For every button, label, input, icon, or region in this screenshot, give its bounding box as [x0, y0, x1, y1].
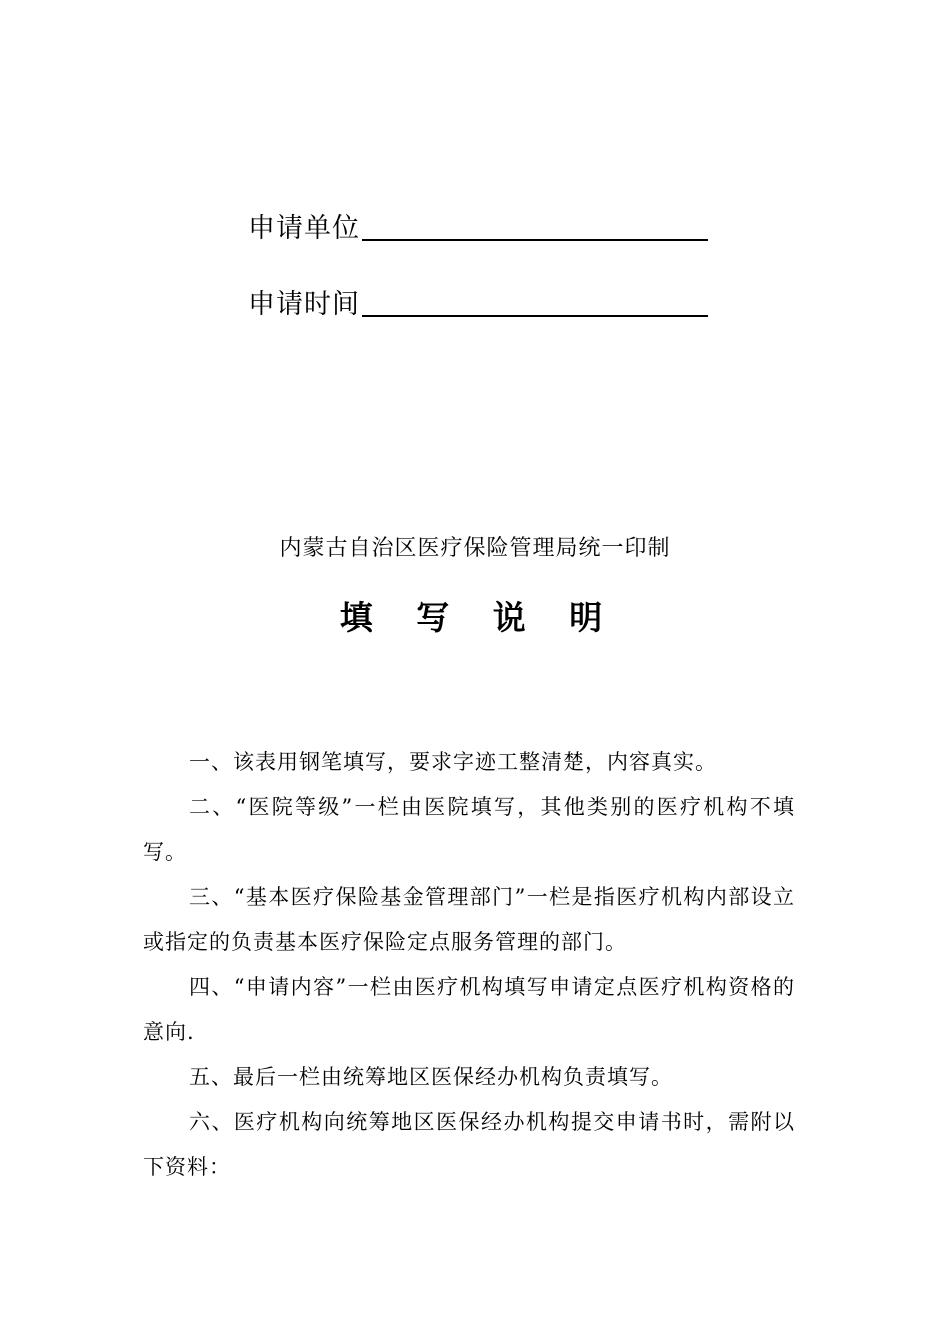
instruction-item-5: 五、最后一栏由统筹地区医保经办机构负责填写。 [189, 1065, 673, 1089]
instruction-item-4: 四、“申请内容”一栏由医疗机构填写申请定点医疗机构资格的意向. [143, 975, 795, 1044]
applicant-unit-field [248, 206, 708, 246]
application-time-label: 申请时间 [248, 289, 360, 320]
instructions-heading: 填 写 说 明 [339, 598, 619, 637]
publisher-line: 内蒙古自治区医疗保险管理局统一印制 [279, 536, 671, 561]
application-time-blank-line[interactable] [362, 315, 708, 317]
instruction-item-2: 二、“医院等级”一栏由医院填写，其他类别的医疗机构不填写。 [143, 795, 795, 864]
applicant-unit-label: 申请单位 [248, 213, 360, 244]
instruction-item-1: 一、该表用钢笔填写，要求字迹工整清楚，内容真实。 [189, 750, 717, 774]
instruction-item-3: 三、“基本医疗保险基金管理部门”一栏是指医疗机构内部设立或指定的负责基本医疗保险定点服务管理的部门。 [143, 885, 795, 954]
application-time-field [248, 282, 708, 322]
instructions-body [143, 740, 795, 1190]
instruction-item-6: 六、医疗机构向统筹地区医保经办机构提交申请书时，需附以下资料： [143, 1110, 795, 1179]
applicant-unit-blank-line[interactable] [362, 239, 708, 241]
